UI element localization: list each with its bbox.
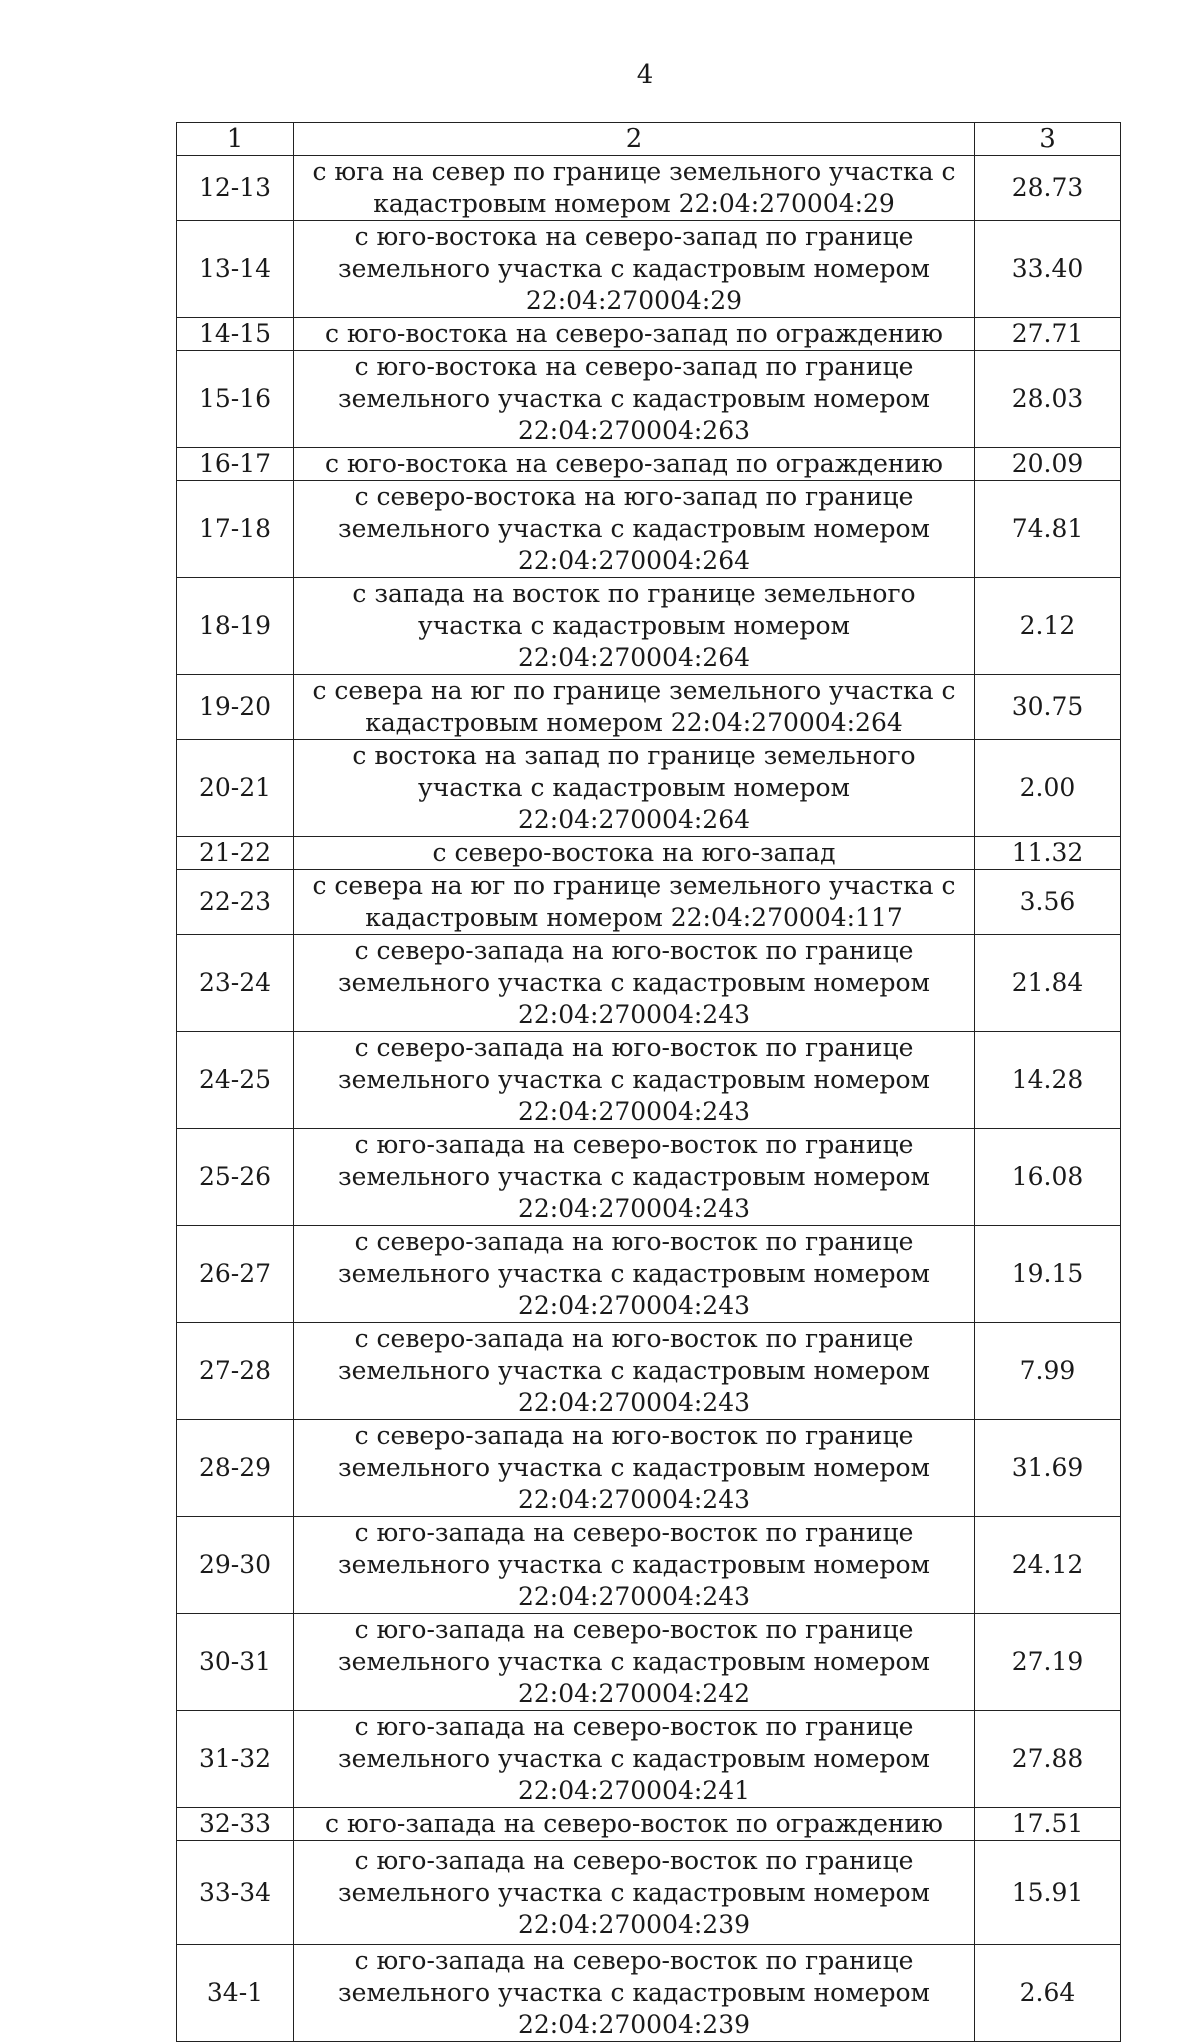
length-cell: 27.71: [975, 318, 1121, 351]
table-row: [177, 1517, 1121, 1614]
column-header-2: 2: [294, 123, 975, 156]
length-cell: 19.15: [975, 1226, 1121, 1323]
segment-cell: 29-30: [177, 1517, 294, 1614]
description-cell: с северо-востока на юго-запад: [294, 837, 975, 870]
segment-cell: 16-17: [177, 448, 294, 481]
table-row: [177, 1614, 1121, 1711]
table-row: [177, 740, 1121, 837]
length-cell: 28.03: [975, 351, 1121, 448]
segment-cell: 23-24: [177, 935, 294, 1032]
table-row: [177, 1808, 1121, 1841]
table-row: [177, 1129, 1121, 1226]
segment-cell: 32-33: [177, 1808, 294, 1841]
table-row: [177, 935, 1121, 1032]
table-row: [177, 1420, 1121, 1517]
segment-cell: 33-34: [177, 1841, 294, 1945]
page-number: 4: [636, 60, 654, 90]
segment-cell: 30-31: [177, 1614, 294, 1711]
segment-cell: 17-18: [177, 481, 294, 578]
column-header-1: 1: [177, 123, 294, 156]
description-cell: с юго-востока на северо-запад по границе земельного участка с кадастровым номером 22:04:270004:29: [294, 221, 975, 318]
description-cell: с востока на запад по границе земельного участка с кадастровым номером 22:04:270004:264: [294, 740, 975, 837]
segment-cell: 28-29: [177, 1420, 294, 1517]
table-row: [177, 318, 1121, 351]
description-cell: с северо-запада на юго-восток по границе земельного участка с кадастровым номером 22:04:270004:243: [294, 935, 975, 1032]
length-cell: 24.12: [975, 1517, 1121, 1614]
length-cell: 11.32: [975, 837, 1121, 870]
table-row: [177, 1032, 1121, 1129]
segment-cell: 20-21: [177, 740, 294, 837]
segment-cell: 13-14: [177, 221, 294, 318]
table-row: [177, 1841, 1121, 1945]
segment-cell: 26-27: [177, 1226, 294, 1323]
length-cell: 74.81: [975, 481, 1121, 578]
table-row: [177, 1711, 1121, 1808]
segment-cell: 22-23: [177, 870, 294, 935]
length-cell: 2.64: [975, 1945, 1121, 2042]
segment-cell: 14-15: [177, 318, 294, 351]
length-cell: 14.28: [975, 1032, 1121, 1129]
description-cell: с юго-запада на северо-восток по границе земельного участка с кадастровым номером 22:04:270004:242: [294, 1614, 975, 1711]
description-cell: с северо-востока на юго-запад по границе земельного участка с кадастровым номером 22:04:270004:264: [294, 481, 975, 578]
table-row: [177, 1945, 1121, 2042]
segment-cell: 21-22: [177, 837, 294, 870]
segment-cell: 12-13: [177, 156, 294, 221]
table-row: [177, 351, 1121, 448]
description-cell: с юго-запада на северо-восток по границе земельного участка с кадастровым номером 22:04:270004:243: [294, 1129, 975, 1226]
description-cell: с северо-запада на юго-восток по границе земельного участка с кадастровым номером 22:04:270004:243: [294, 1032, 975, 1129]
description-cell: с севера на юг по границе земельного участка с кадастровым номером 22:04:270004:264: [294, 675, 975, 740]
table-row: [177, 837, 1121, 870]
segment-cell: 34-1: [177, 1945, 294, 2042]
table-row: [177, 156, 1121, 221]
length-cell: 33.40: [975, 221, 1121, 318]
description-cell: с юго-запада на северо-восток по границе земельного участка с кадастровым номером 22:04:270004:239: [294, 1945, 975, 2042]
column-header-3: 3: [975, 123, 1121, 156]
boundary-table: [176, 122, 1121, 2042]
table-row: [177, 481, 1121, 578]
description-cell: с запада на восток по границе земельного участка с кадастровым номером 22:04:270004:264: [294, 578, 975, 675]
description-cell: с юго-запада на северо-восток по ограждению: [294, 1808, 975, 1841]
table-header-row: [177, 123, 1121, 156]
segment-cell: 24-25: [177, 1032, 294, 1129]
length-cell: 15.91: [975, 1841, 1121, 1945]
segment-cell: 15-16: [177, 351, 294, 448]
length-cell: 28.73: [975, 156, 1121, 221]
length-cell: 27.88: [975, 1711, 1121, 1808]
description-cell: с юго-запада на северо-восток по границе земельного участка с кадастровым номером 22:04:270004:241: [294, 1711, 975, 1808]
description-cell: с северо-запада на юго-восток по границе земельного участка с кадастровым номером 22:04:270004:243: [294, 1323, 975, 1420]
table-row: [177, 1226, 1121, 1323]
length-cell: 2.12: [975, 578, 1121, 675]
segment-cell: 31-32: [177, 1711, 294, 1808]
length-cell: 31.69: [975, 1420, 1121, 1517]
length-cell: 20.09: [975, 448, 1121, 481]
length-cell: 16.08: [975, 1129, 1121, 1226]
segment-cell: 25-26: [177, 1129, 294, 1226]
description-cell: с юго-запада на северо-восток по границе земельного участка с кадастровым номером 22:04:270004:243: [294, 1517, 975, 1614]
table-row: [177, 870, 1121, 935]
table-row: [177, 221, 1121, 318]
table-body: [177, 123, 1121, 2042]
length-cell: 27.19: [975, 1614, 1121, 1711]
table-row: [177, 578, 1121, 675]
description-cell: с юго-востока на северо-запад по ограждению: [294, 448, 975, 481]
description-cell: с юго-запада на северо-восток по границе земельного участка с кадастровым номером 22:04:270004:239: [294, 1841, 975, 1945]
description-cell: с северо-запада на юго-восток по границе земельного участка с кадастровым номером 22:04:270004:243: [294, 1420, 975, 1517]
segment-cell: 18-19: [177, 578, 294, 675]
length-cell: 3.56: [975, 870, 1121, 935]
segment-cell: 19-20: [177, 675, 294, 740]
length-cell: 30.75: [975, 675, 1121, 740]
segment-cell: 27-28: [177, 1323, 294, 1420]
length-cell: 21.84: [975, 935, 1121, 1032]
description-cell: с юго-востока на северо-запад по границе земельного участка с кадастровым номером 22:04:270004:263: [294, 351, 975, 448]
description-cell: с юго-востока на северо-запад по ограждению: [294, 318, 975, 351]
table-row: [177, 448, 1121, 481]
table-row: [177, 675, 1121, 740]
table-row: [177, 1323, 1121, 1420]
length-cell: 7.99: [975, 1323, 1121, 1420]
description-cell: с юга на север по границе земельного участка с кадастровым номером 22:04:270004:29: [294, 156, 975, 221]
length-cell: 2.00: [975, 740, 1121, 837]
description-cell: с северо-запада на юго-восток по границе земельного участка с кадастровым номером 22:04:270004:243: [294, 1226, 975, 1323]
description-cell: с севера на юг по границе земельного участка с кадастровым номером 22:04:270004:117: [294, 870, 975, 935]
length-cell: 17.51: [975, 1808, 1121, 1841]
